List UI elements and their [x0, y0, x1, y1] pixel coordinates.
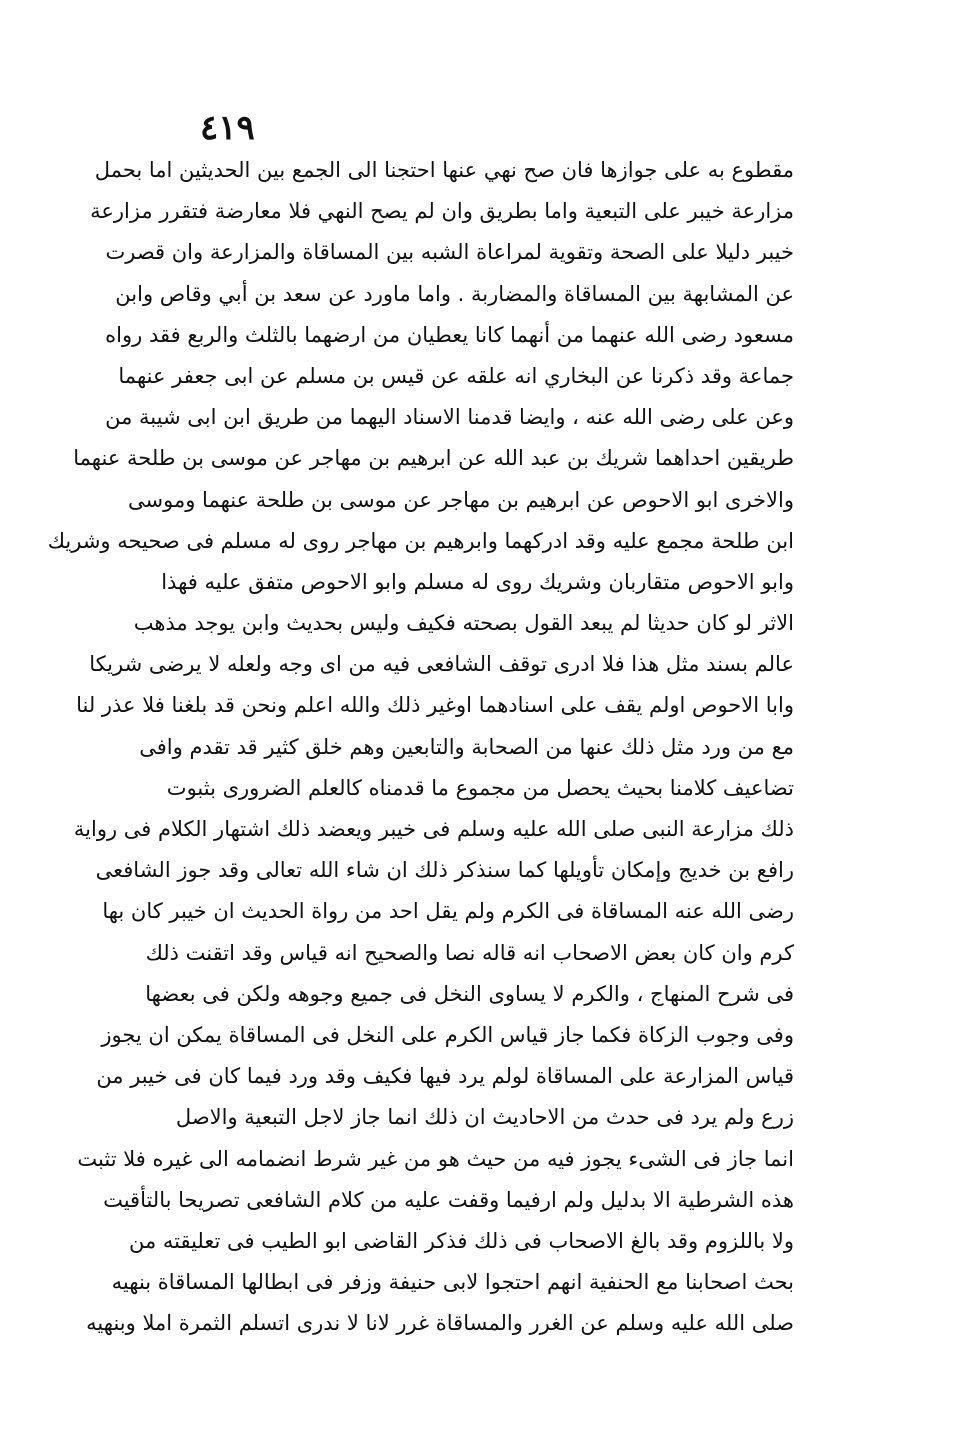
text-line: مسعود رضى الله عنهما من أنهما كانا يعطيان من ارضهما بالثلث والربع فقد رواه	[105, 322, 794, 347]
text-line: رافع بن خديج وإمكان تأويلها كما سنذكر ذلك ان شاء الله تعالى وقد جوز الشافعى	[95, 858, 794, 883]
text-line: تضاعيف كلامنا بحيث يحصل من مجموع ما قدمناه كالعلم الضرورى بثبوت	[166, 775, 794, 800]
text-line: انما جاز فى الشىء يجوز فيه من حيث هو من غير شرط انضمامه الى غيره فلا تثبت	[77, 1146, 794, 1171]
text-line: طريقين احداهما شريك بن عبد الله عن ابرهيم بن مهاجر عن موسى بن طلحة عنهما	[73, 446, 794, 471]
text-line: مع من ورد مثل ذلك عنها من الصحابة والتابعين وهم خلق كثير قد تقدم وافى	[139, 734, 794, 759]
text-line: ابن طلحة مجمع عليه وقد ادركهما وابرهيم بن مهاجر روى له مسلم فى صحيحه وشريك	[47, 528, 794, 553]
page-text	[47, 150, 794, 1344]
text-line: وابا الاحوص اولم يقف على اسنادهما اوغير ذلك والله اعلم ونحن قد بلغنا فلا عذر لنا	[76, 693, 794, 718]
text-line: مزارعة خيبر على التبعية واما بطريق وان لم يصح النهي فلا معارضة فتقرر مزارعة	[90, 199, 794, 224]
text-line: ذلك مزارعة النبى صلى الله عليه وسلم فى خيبر ويعضد ذلك اشتهار الكلام فى رواية	[73, 817, 794, 841]
text-line: زرع ولم يرد فى حدث من الاحاديث ان ذلك انما جاز لاجل التبعية والاصل	[175, 1105, 794, 1130]
text-line: بحث اصحابنا مع الحنفية انهم احتجوا لابى حنيفة وزفر فى ابطالها المساقاة بنهيه	[111, 1270, 794, 1295]
text-line: مقطوع به على جوازها فان صح نهي عنها احتجنا الى الجمع بين الحديثين اما بحمل	[94, 158, 794, 182]
text-line: فى شرح المنهاج ، والكرم لا يساوى النخل فى جميع وجوهه ولكن فى بعضها	[145, 981, 794, 1006]
text-line: وعن على رضى الله عنه ، وايضا قدمنا الاسناد اليهما من طريق ابن ابى شيبة من	[105, 405, 794, 430]
text-line: كرم وان كان بعض الاصحاب انه قاله نصا والصحيح انه قياس وقد اتقنت ذلك	[145, 940, 794, 965]
text-line: خيبر دليلا على الصحة وتقوية لمراعاة الشبه بين المساقاة والمزارعة وان قصرت	[105, 240, 794, 265]
text-line: ولا باللزوم وقد بالغ الاصحاب فى ذلك فذكر القاضى ابو الطيب فى تعليقته من	[128, 1228, 794, 1253]
text-line: عالم بسند مثل هذا فلا ادرى توقف الشافعى فيه من اى وجه ولعله لا يرضى شريكا	[89, 652, 794, 677]
page-number: ٤١٩	[200, 108, 255, 148]
text-line: جماعة وقد ذكرنا عن البخاري انه علقه عن قيس بن مسلم عن ابى جعفر عنهما	[118, 363, 794, 388]
text-line: وابو الاحوص متقاربان وشريك روى له مسلم وابو الاحوص متفق عليه فهذا	[161, 569, 794, 594]
text-line: رضى الله عنه المساقاة فى الكرم ولم يقل احد من رواة الحديث ان خيبر كان بها	[102, 899, 794, 924]
text-line: الاثر لو كان حديثا لم يبعد القول بصحته فكيف وليس بحديث وابن يوجد مذهب	[133, 611, 794, 636]
text-line: هذه الشرطية الا بدليل ولم ارفيما وقفت عليه من كلام الشافعى تصريحا بالتأقيت	[103, 1187, 794, 1212]
text-line: والاخرى ابو الاحوص عن ابرهيم بن مهاجر عن موسى بن طلحة عنهما وموسى	[128, 487, 794, 512]
text-line: عن المشابهة بين المساقاة والمضاربة . واما ماورد عن سعد بن أبي وقاص وابن	[115, 281, 794, 306]
text-line: وفى وجوب الزكاة فكما جاز قياس الكرم على النخل فى المساقاة يمكن ان يجوز	[101, 1022, 794, 1047]
text-line: صلى الله عليه وسلم عن الغرر والمساقاة غرر لانا لا ندرى اتسلم الثمرة املا وبنهيه	[86, 1311, 794, 1336]
text-line: قياس المزارعة على المساقاة لولم يرد فيها فكيف وقد ورد فيما كان فى خيبر من	[96, 1064, 794, 1089]
